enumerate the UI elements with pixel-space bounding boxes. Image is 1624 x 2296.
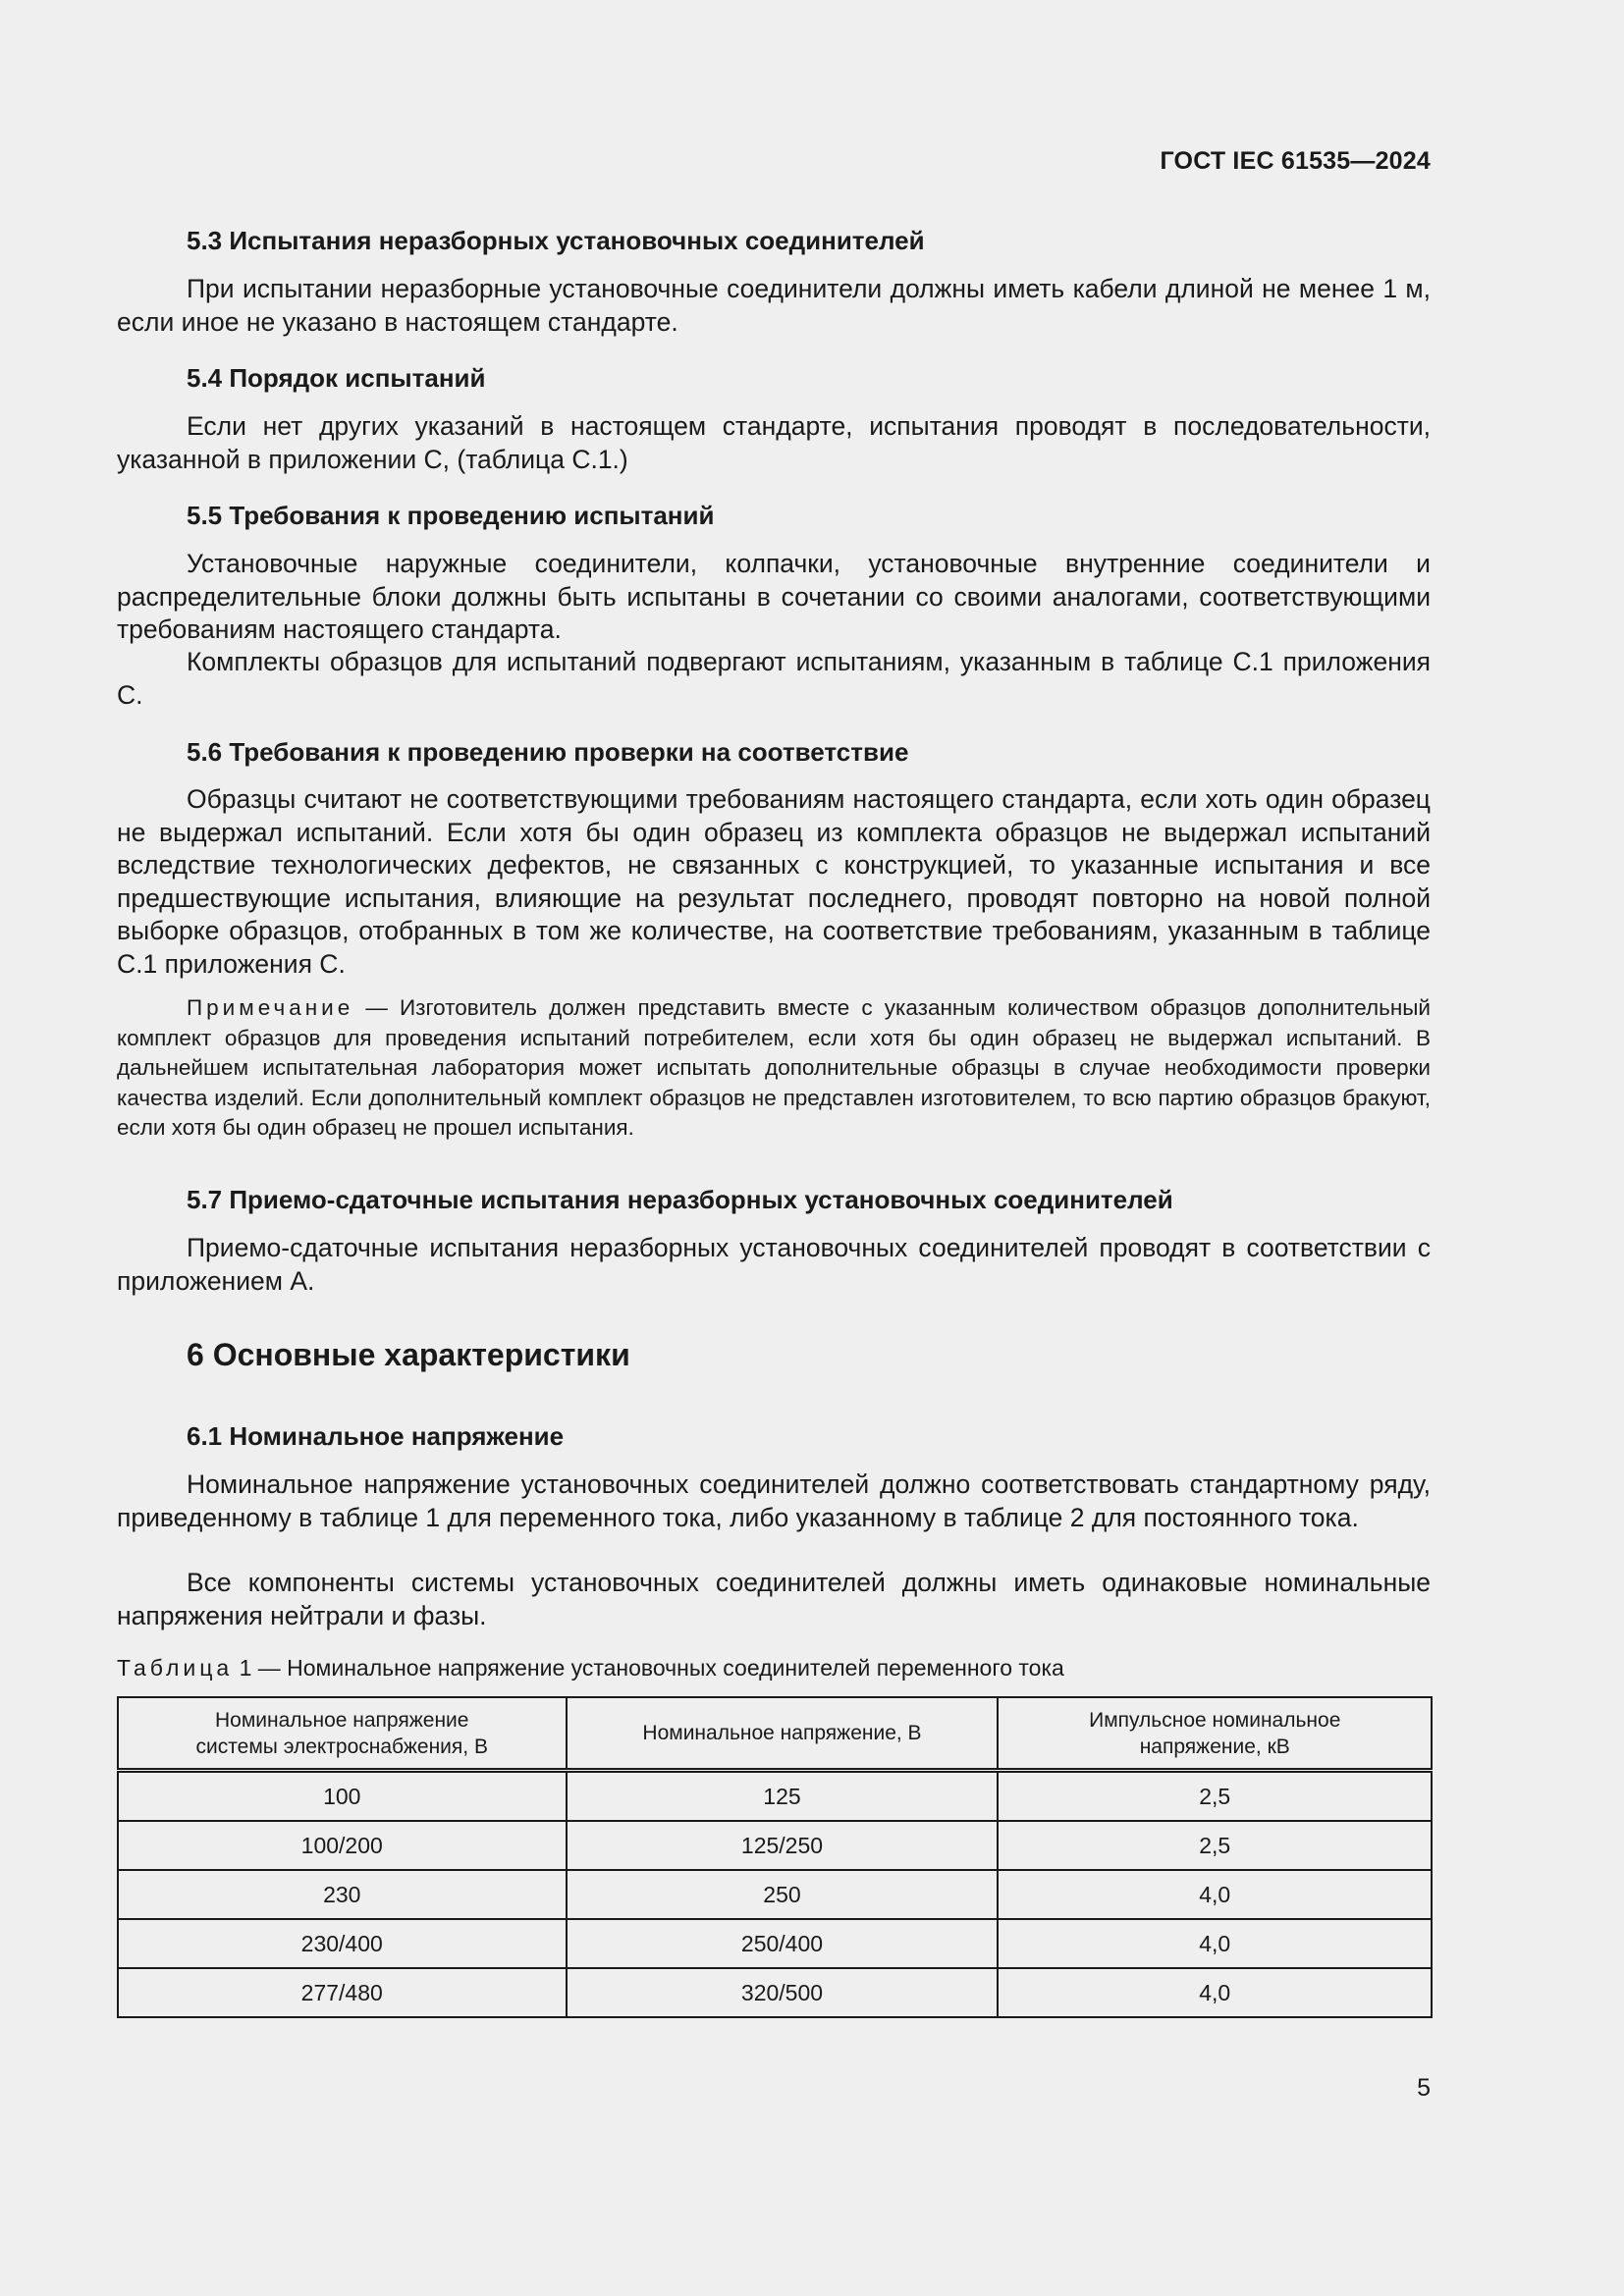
table-cell: 4,0 <box>998 1870 1432 1919</box>
table-row <box>118 1821 1432 1870</box>
table-cell: 2,5 <box>998 1771 1432 1822</box>
heading-6-1: 6.1 Номинальное напряжение <box>187 1421 565 1451</box>
table-cell: 125 <box>567 1771 999 1822</box>
table-row <box>118 1919 1432 1968</box>
page-number: 5 <box>1417 2074 1431 2102</box>
table-caption-label: Таблица <box>117 1655 234 1681</box>
table-cell: 277/480 <box>118 1968 567 2017</box>
document-id: ГОСТ IEC 61535—2024 <box>1160 147 1431 175</box>
table-header-row <box>118 1697 1432 1771</box>
heading-5-3: 5.3 Испытания неразборных установочных соединителей <box>187 226 925 255</box>
table-header-cell: Импульсное номинальное напряжение, кВ <box>998 1697 1432 1771</box>
note-label: Примечание <box>187 995 354 1020</box>
table-cell: 125/250 <box>567 1821 999 1870</box>
heading-5-6: 5.6 Требования к проведению проверки на соответствие <box>187 737 909 767</box>
paragraph-6-1-b: Все компоненты системы установочных соединителей должны иметь одинаковые номинальные напряжения нейтрали и фазы. <box>117 1568 1431 1630</box>
table-header-cell: Номинальное напряжение системы электроснабжения, В <box>118 1697 567 1771</box>
heading-5-7: 5.7 Приемо-сдаточные испытания неразборных установочных соединителей <box>187 1185 1173 1214</box>
table-caption-text: 1 — Номинальное напряжение установочных соединителей переменного тока <box>233 1655 1064 1681</box>
table-cell: 230 <box>118 1870 567 1919</box>
table-cell: 320/500 <box>567 1968 999 2017</box>
table-row <box>118 1771 1432 1822</box>
table-row <box>118 1968 1432 2017</box>
note-5-6 <box>117 993 1431 1144</box>
table-cell: 4,0 <box>998 1968 1432 2017</box>
paragraph-6-1-a: Номинальное напряжение установочных соединителей должно соответствовать стандартному ряду, приведенному в таблице 1 для переменного тока, либо указанному в таблице 2 для постоянного тока. <box>117 1469 1431 1532</box>
note-text: — Изготовитель должен представить вместе с указанным количеством образцов дополнительный комплект образцов для проведения испытаний потребителем, если хотя бы один образец не выдержал испытаний. В дальнейшем испытательная лаборатория может испытать дополнительные образцы в случае необходимости проверки качества изделий. Если дополнительный комплект образцов не представлен изготовителем, то всю партию образцов бракуют, если хотя бы один образец не прошел испытания. <box>117 995 1431 1141</box>
table-cell: 250/400 <box>567 1919 999 1968</box>
paragraph-5-5-b: Комплекты образцов для испытаний подвергают испытаниям, указанным в таблице С.1 приложения С. <box>117 647 1431 710</box>
heading-5-4: 5.4 Порядок испытаний <box>187 363 486 393</box>
table-header-cell: Номинальное напряжение, В <box>567 1697 999 1771</box>
paragraph-5-5-a: Установочные наружные соединители, колпачки, установочные внутренние соединители и распределительные блоки должны быть испытаны в сочетании со своими аналогами, соответствующими требованиям настоящего стандарта. <box>117 549 1431 644</box>
table-cell: 100 <box>118 1771 567 1822</box>
paragraph-5-7: Приемо-сдаточные испытания неразборных установочных соединителей проводят в соответствии с приложением А. <box>117 1233 1431 1296</box>
table-cell: 100/200 <box>118 1821 567 1870</box>
table-cell: 230/400 <box>118 1919 567 1968</box>
table-cell: 250 <box>567 1870 999 1919</box>
table-row <box>118 1870 1432 1919</box>
paragraph-5-3: При испытании неразборные установочные соединители должны иметь кабели длиной не менее 1 м, если иное не указано в настоящем стандарте. <box>117 274 1431 337</box>
paragraph-5-4: Если нет других указаний в настоящем стандарте, испытания проводят в последовательности, указанной в приложении С, (таблица С.1.) <box>117 411 1431 474</box>
table-1-caption <box>117 1655 1064 1682</box>
paragraph-5-6: Образцы считают не соответствующими требованиям настоящего стандарта, если хоть один образец не выдержал испытаний. Если хотя бы один образец из комплекта образцов не выдержал испытаний вследствие технологических дефектов, не связанных с конструкцией, то указанные испытания и все предшествующие испытания, влияющие на результат последнего, проводят повторно на новой полной выборке образцов, отобранных в том же количестве, на соответствие требованиям, указанным в таблице С.1 приложения С. <box>117 784 1431 979</box>
heading-6: 6 Основные характеристики <box>187 1337 630 1372</box>
table-cell: 2,5 <box>998 1821 1432 1870</box>
heading-5-5: 5.5 Требования к проведению испытаний <box>187 501 715 530</box>
table-cell: 4,0 <box>998 1919 1432 1968</box>
table-1 <box>117 1696 1433 2018</box>
